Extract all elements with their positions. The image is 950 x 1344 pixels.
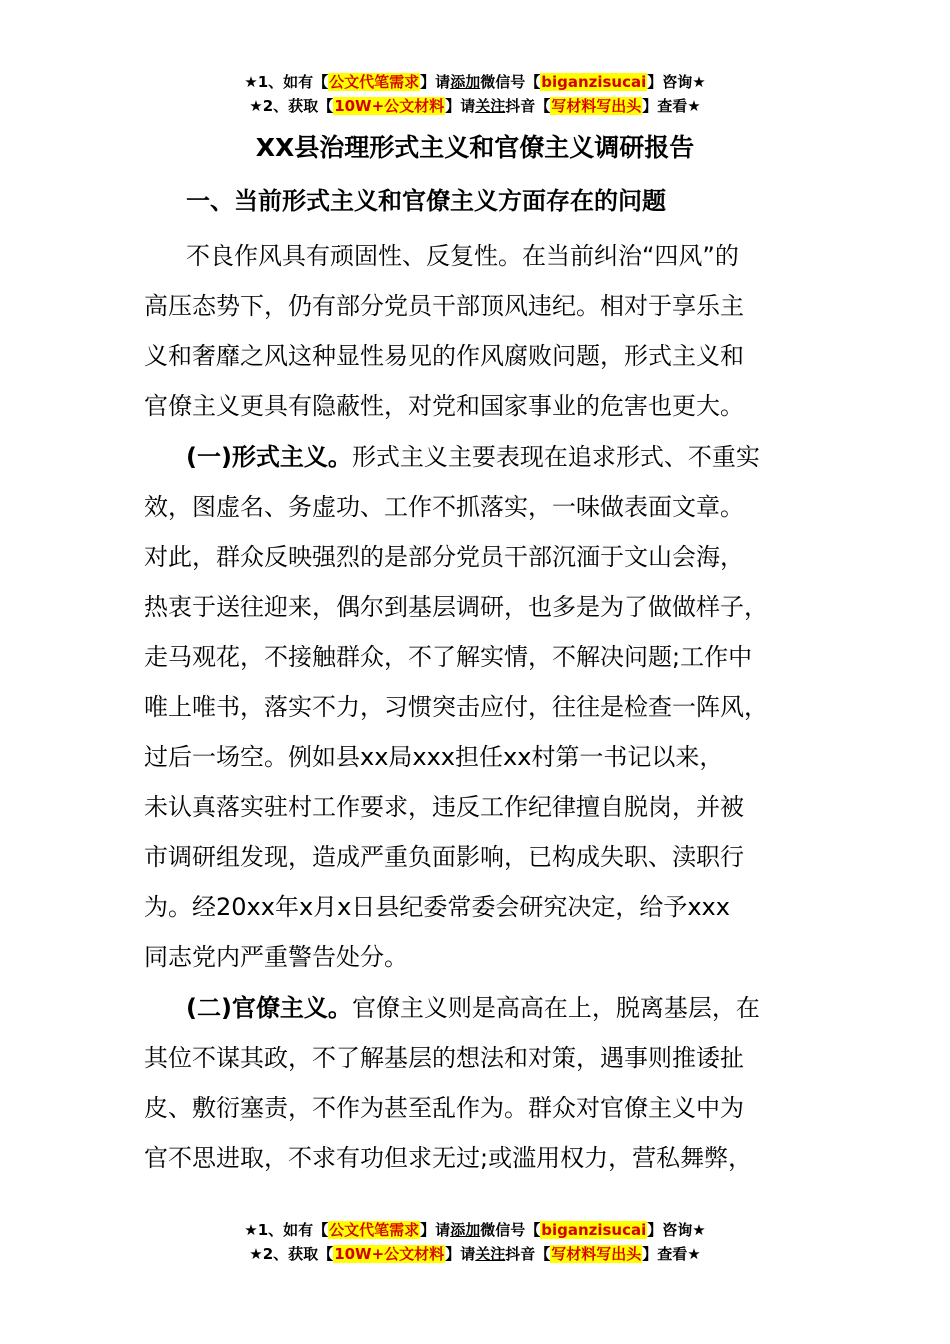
text-line: 市调研组发现，造成严重负面影响，已构成失职、渎职行	[144, 843, 744, 871]
banner-underlined: 添加	[450, 73, 481, 91]
banner-highlight: 10W+公文材料	[334, 1245, 445, 1263]
paragraph-3	[144, 983, 804, 1183]
document-title: XX县治理形式主义和官僚主义调研报告	[255, 133, 695, 162]
paragraph-1	[144, 231, 804, 431]
text-line: 官不思进取，不求有功但求无过;或滥用权力，营私舞弊，	[144, 1144, 753, 1172]
text-run: 官僚主义则是高高在上，脱离基层，在	[351, 994, 760, 1022]
banner-highlight: 写材料写出头	[551, 97, 642, 115]
text-line: 热衷于送往迎来，偶尔到基层调研，也多是为了做做样子，	[144, 593, 768, 621]
banner-text: 】请	[420, 1221, 451, 1239]
banner-text: 抖音【	[505, 97, 551, 115]
banner-text: ★2、获取【	[249, 1245, 334, 1263]
text-line: 不良作风具有顽固性、反复性。在当前纠治“四风”的	[186, 242, 739, 270]
text-line: 唯上唯书，落实不力，习惯突击应付，往往是检查一阵风，	[144, 693, 768, 721]
text-line	[144, 432, 804, 482]
banner-highlight: 公文代笔需求	[329, 73, 420, 91]
banner-text: 抖音【	[505, 1245, 551, 1263]
text-line	[144, 983, 804, 1033]
banner-text: ★2、获取【	[249, 97, 334, 115]
text-line: 官僚主义更具有隐蔽性，对党和国家事业的危害也更大。	[144, 392, 744, 420]
banner-text: 】请	[420, 73, 451, 91]
text-run: 形式主义主要表现在追求形式、不重实	[351, 443, 760, 471]
banner-text: 】咨询★	[647, 1221, 706, 1239]
paragraph-2	[144, 432, 804, 982]
banner-highlight: biganzisucai	[541, 1221, 647, 1239]
text-line: 高压态势下，仍有部分党员干部顶风违纪。相对于享乐主	[144, 292, 744, 320]
banner-text: 】咨询★	[647, 73, 706, 91]
banner-line-2	[0, 94, 950, 118]
banner-text: 】请	[445, 97, 476, 115]
text-line: 义和奢靡之风这种显性易见的作风腐败问题，形式主义和	[144, 342, 744, 370]
banner-text: 】请	[445, 1245, 476, 1263]
banner-highlight: 写材料写出头	[551, 1245, 642, 1263]
banner-line-2	[0, 1242, 950, 1266]
text-line: 未认真落实驻村工作要求，违反工作纪律擅自脱岗，并被	[144, 793, 744, 821]
section-heading: 一、当前形式主义和官僚主义方面存在的问题	[186, 187, 666, 215]
text-line: 效，图虚名、务虚功、工作不抓落实，一味做表面文章。	[144, 493, 744, 521]
banner-highlight: biganzisucai	[541, 73, 647, 91]
banner-text: 】查看★	[642, 1245, 701, 1263]
banner-line-1	[0, 1218, 950, 1242]
banner-text: ★1、如有【	[244, 1221, 329, 1239]
text-line: 对此，群众反映强烈的是部分党员干部沉湎于文山会海，	[144, 543, 744, 571]
banner-text: 】查看★	[642, 97, 701, 115]
banner-underlined: 关注	[475, 1245, 506, 1263]
text-line: 皮、敷衍塞责，不作为甚至乱作为。群众对官僚主义中为	[144, 1094, 744, 1122]
banner-underlined: 添加	[450, 1221, 481, 1239]
text-line: 为。经20xx年x月x日县纪委常委会研究决定，给予xxx	[144, 893, 730, 921]
top-banner	[0, 70, 950, 118]
banner-line-1	[0, 70, 950, 94]
banner-highlight: 10W+公文材料	[334, 97, 445, 115]
banner-text: 微信号【	[480, 1221, 541, 1239]
text-line: 过后一场空。例如县xx局xxx担任xx村第一书记以来，	[144, 743, 724, 771]
banner-highlight: 公文代笔需求	[329, 1221, 420, 1239]
subsection-lead: (一)形式主义。	[186, 443, 352, 471]
banner-text: ★1、如有【	[244, 73, 329, 91]
text-line: 同志党内严重警告处分。	[144, 943, 408, 971]
bottom-banner	[0, 1218, 950, 1266]
subsection-lead: (二)官僚主义。	[186, 994, 352, 1022]
banner-underlined: 关注	[475, 97, 506, 115]
text-line: 其位不谋其政，不了解基层的想法和对策，遇事则推诿扯	[144, 1044, 744, 1072]
text-line: 走马观花，不接触群众，不了解实情，不解决问题;工作中	[144, 643, 753, 671]
banner-text: 微信号【	[480, 73, 541, 91]
